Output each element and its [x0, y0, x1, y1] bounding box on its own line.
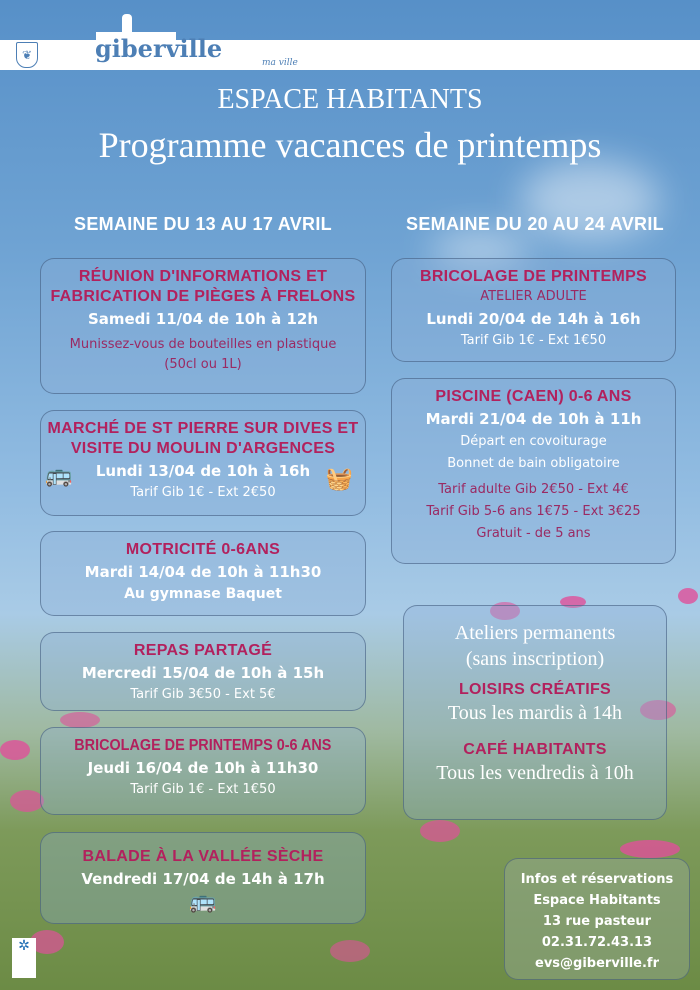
- page-title: Programme vacances de printemps: [98, 125, 602, 165]
- logo: giberville: [95, 34, 223, 63]
- week-1-heading: SEMAINE DU 13 AU 17 AVRIL: [74, 214, 332, 234]
- picnic-basket-icon: 🧺: [325, 467, 353, 492]
- event-card: [40, 727, 366, 815]
- logo-tagline: ma ville: [262, 58, 298, 68]
- flower: [678, 588, 698, 604]
- caf-logo-icon: ✲: [12, 938, 36, 978]
- bus-icon: 🚌: [45, 463, 73, 488]
- event-card: [40, 832, 366, 924]
- event-date: Mercredi 15/04 de 10h à 15h: [81, 664, 325, 682]
- event-title: BRICOLAGE DE PRINTEMPS 0-6 ANS: [74, 737, 332, 754]
- flower: [10, 790, 44, 812]
- subtitle: ESPACE HABITANTS: [217, 84, 483, 115]
- flower: [330, 940, 370, 962]
- event-card: [40, 258, 366, 394]
- event-date: Mardi 14/04 de 10h à 11h30: [84, 563, 322, 581]
- bus-icon: 🚌: [189, 889, 217, 914]
- event-card: [40, 531, 366, 616]
- event-subtitle: ATELIER ADULTE: [480, 289, 587, 304]
- event-price: Tarif Gib 5-6 ans 1€75 - Ext 3€25: [426, 504, 641, 519]
- event-title: PISCINE (CAEN) 0-6 ANS: [435, 388, 632, 405]
- event-note: Départ en covoiturage: [460, 434, 607, 449]
- event-title: BRICOLAGE DE PRINTEMPS: [419, 268, 648, 285]
- event-date: Jeudi 16/04 de 10h à 11h30: [87, 759, 319, 777]
- event-note: (50cl ou 1L): [164, 357, 242, 372]
- event-title: RÉUNION D'INFORMATIONS ET FABRICATION DE PIÈGES À FRELONS: [50, 268, 356, 305]
- event-title: MARCHÉ DE ST PIERRE SUR DIVES ET VISITE DU MOULIN D'ARGENCES: [47, 420, 359, 457]
- event-price: Tarif Gib 1€ - Ext 1€50: [460, 333, 607, 348]
- event-title: BALADE À LA VALLÉE SÈCHE: [82, 848, 324, 865]
- event-date: Mardi 21/04 de 10h à 11h: [425, 410, 642, 428]
- event-card: [391, 258, 676, 362]
- flower: [0, 740, 30, 760]
- event-title: REPAS PARTAGÉ: [133, 642, 273, 659]
- city-crest-icon: ❦: [16, 42, 38, 68]
- contact-email[interactable]: evs@giberville.fr: [535, 956, 659, 971]
- contact-title: Infos et réservations: [520, 872, 674, 887]
- contact-card: [504, 858, 690, 980]
- flower: [60, 712, 100, 728]
- contact-name: Espace Habitants: [533, 893, 661, 908]
- event-date: Lundi 20/04 de 14h à 16h: [426, 310, 641, 328]
- event-date: Vendredi 17/04 de 14h à 17h: [81, 870, 325, 888]
- event-date: Samedi 11/04 de 10h à 12h: [87, 310, 319, 328]
- event-price: Tarif Gib 3€50 - Ext 5€: [130, 687, 276, 702]
- event-note: Munissez-vous de bouteilles en plastique: [69, 337, 337, 352]
- permanent-workshops-card: [403, 605, 667, 820]
- flower: [620, 840, 680, 858]
- event-price: Tarif Gib 1€ - Ext 2€50: [130, 485, 276, 500]
- workshop-title: CAFÉ HABITANTS: [463, 741, 607, 758]
- contact-phone: 02.31.72.43.13: [541, 935, 653, 950]
- permanent-title: Ateliers permanents: [454, 622, 616, 644]
- workshop-schedule: Tous les mardis à 14h: [447, 702, 623, 724]
- event-note: Bonnet de bain obligatoire: [447, 456, 620, 471]
- event-card: [40, 632, 366, 711]
- event-card: [40, 410, 366, 516]
- week-2-heading: SEMAINE DU 20 AU 24 AVRIL: [406, 214, 664, 234]
- event-title: MOTRICITÉ 0-6ANS: [125, 541, 281, 558]
- event-price: Tarif Gib 1€ - Ext 1€50: [130, 782, 276, 797]
- permanent-subtitle: (sans inscription): [465, 648, 605, 670]
- event-price: Gratuit - de 5 ans: [476, 526, 591, 541]
- event-place: Au gymnase Baquet: [124, 586, 282, 602]
- workshop-schedule: Tous les vendredis à 10h: [436, 762, 634, 784]
- event-price: Tarif adulte Gib 2€50 - Ext 4€: [438, 482, 629, 497]
- workshop-title: LOISIRS CRÉATIFS: [458, 681, 612, 698]
- event-card: [391, 378, 676, 564]
- contact-address: 13 rue pasteur: [542, 914, 652, 929]
- flower: [420, 820, 460, 842]
- event-date: Lundi 13/04 de 10h à 16h: [95, 462, 311, 480]
